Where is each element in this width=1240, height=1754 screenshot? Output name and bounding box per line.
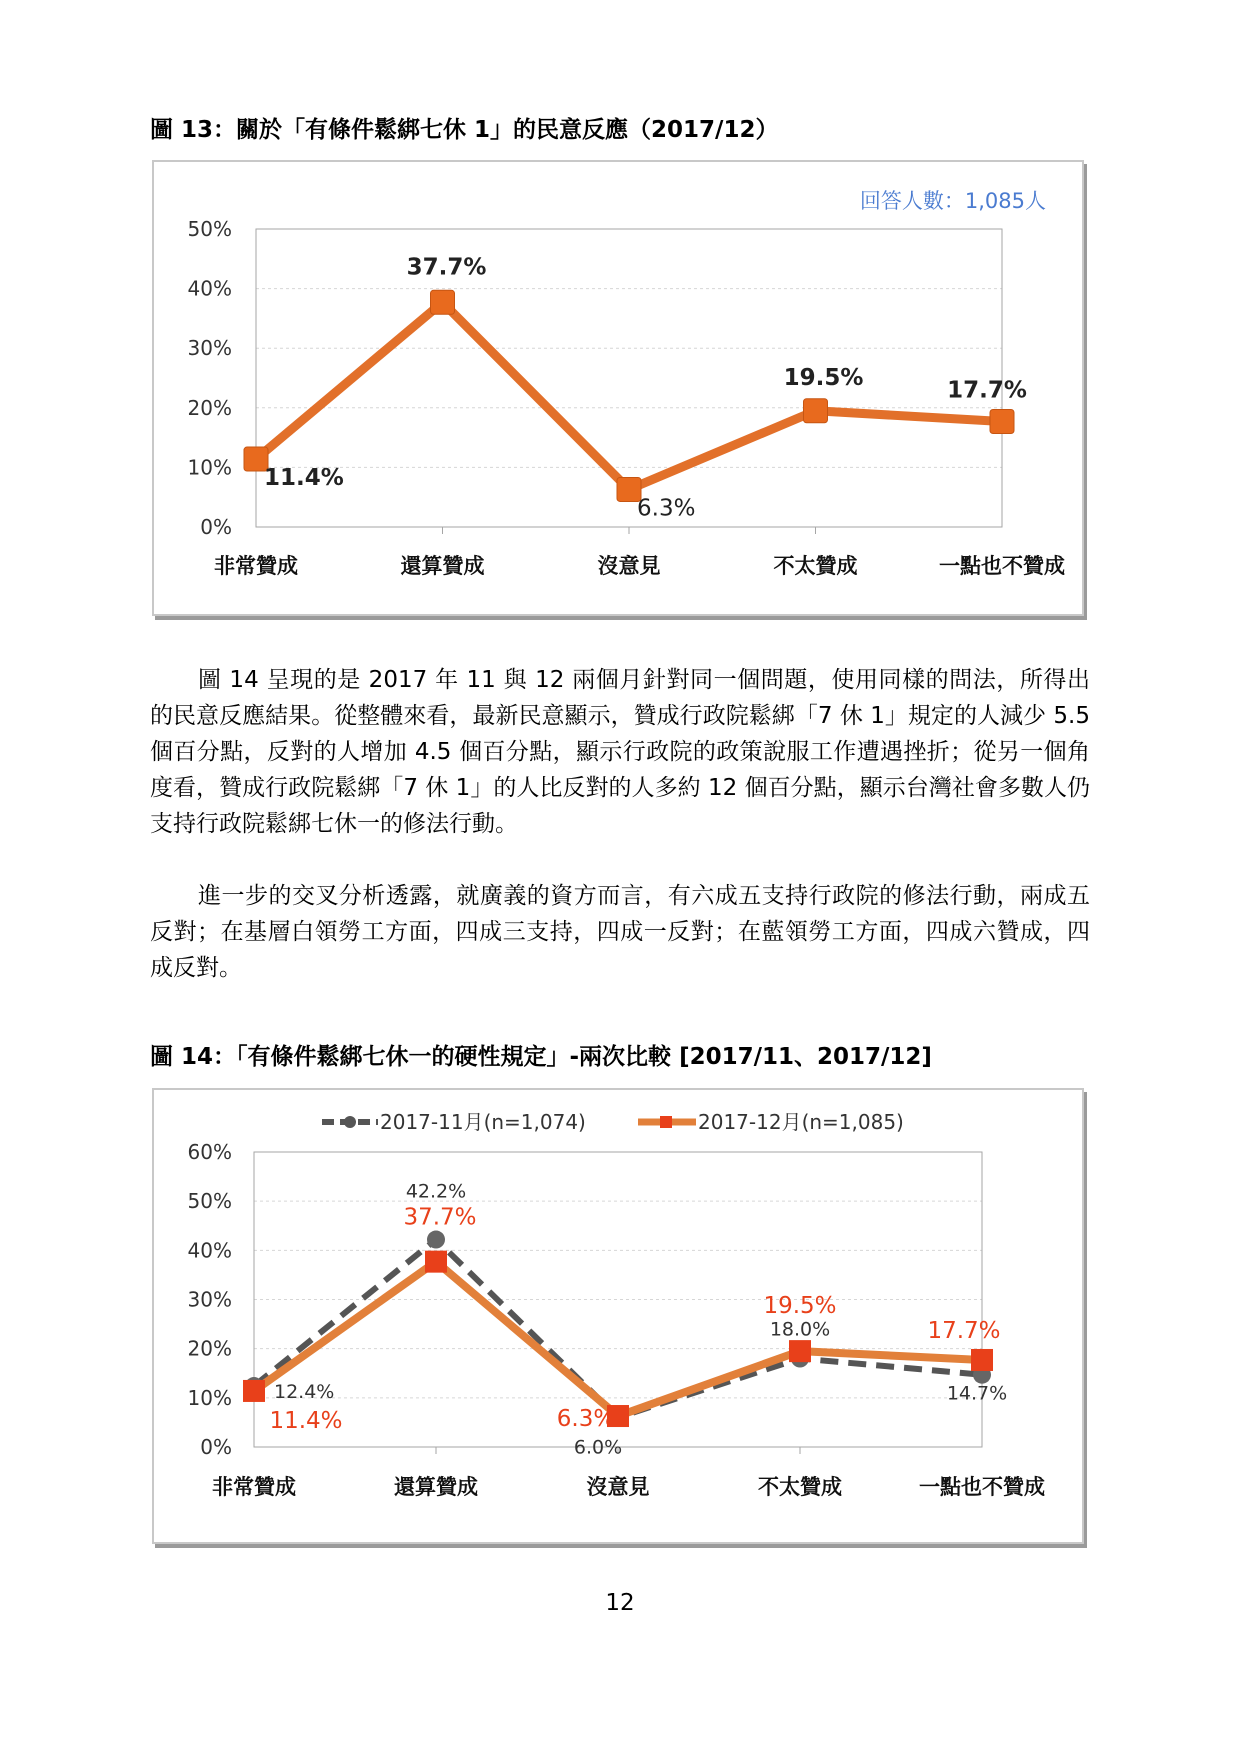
legend-label-dec: 2017-12月(n=1,085)	[698, 1110, 904, 1134]
y-tick-label: 10%	[187, 1385, 232, 1410]
data-label-nov: 42.2%	[405, 1180, 467, 1203]
data-label-nov: 14.7%	[946, 1382, 1008, 1405]
data-point	[804, 399, 828, 423]
x-tick-label: 非常贊成	[212, 1475, 296, 1499]
series-line-dec	[254, 1262, 982, 1416]
data-label-dec: 37.7%	[403, 1204, 477, 1231]
data-label-dec: 19.5%	[763, 1293, 837, 1320]
data-label-nov: 18.0%	[769, 1318, 831, 1341]
x-tick-label: 不太贊成	[773, 554, 858, 578]
figure-13-caption: 圖 13：關於「有條件鬆綁七休 1」的民意反應（2017/12）	[150, 117, 779, 143]
x-tick-label: 一點也不贊成	[919, 1475, 1045, 1499]
series-line	[256, 302, 1002, 492]
data-label: 37.7%	[406, 254, 487, 281]
x-tick-label: 還算贊成	[394, 1475, 478, 1499]
y-tick-label: 0%	[200, 515, 232, 539]
data-label-nov: 6.0%	[573, 1436, 623, 1459]
x-tick-label: 不太贊成	[758, 1475, 842, 1499]
y-tick-label: 30%	[187, 336, 232, 361]
y-tick-label: 50%	[187, 217, 232, 241]
chart-14-svg	[154, 1090, 1082, 1542]
data-point-dec	[425, 1251, 447, 1273]
data-point	[990, 410, 1014, 434]
respondents-label: 回答人數：1,085人	[859, 189, 1046, 213]
legend-label-nov: 2017-11月(n=1,074)	[380, 1110, 586, 1134]
figure-14-caption: 圖 14：「有條件鬆綁七休一的硬性規定」-兩次比較 [2017/11、2017/12]	[150, 1044, 932, 1070]
x-tick-label: 還算贊成	[400, 554, 485, 578]
figure-14-chart	[152, 1088, 1084, 1544]
y-tick-label: 10%	[187, 455, 232, 480]
y-tick-label: 60%	[187, 1140, 232, 1164]
paragraph-1: 圖 14 呈現的是 2017 年 11 與 12 兩個月針對同一個問題，使用同樣的問法，所得出的民意反應結果。從整體來看，最新民意顯示，贊成行政院鬆綁「7 休 1」規定的人減少 5.5 個百分點，反對的人增加 4.5 個百分點，顯示行政院的政策說服工作遭遇挫折；從另一個角度看，贊成行政院鬆綁「7 休 1」的人比反對的人多約 12 個百分點，顯示台灣社會多數人仍支持行政院鬆綁七休一的修法行動。	[150, 667, 1090, 837]
x-tick-label: 沒意見	[586, 1475, 650, 1499]
paragraph-2: 進一步的交叉分析透露，就廣義的資方而言，有六成五支持行政院的修法行動，兩成五反對；在基層白領勞工方面，四成三支持，四成一反對；在藍領勞工方面，四成六贊成，四成反對。	[150, 883, 1090, 981]
x-tick-label: 非常贊成	[214, 554, 298, 578]
y-tick-label: 20%	[187, 1336, 232, 1361]
body-text	[150, 662, 1090, 986]
y-tick-label: 40%	[187, 1238, 232, 1263]
data-point-dec	[789, 1340, 811, 1362]
x-tick-label: 沒意見	[597, 554, 661, 578]
chart-13-svg	[154, 162, 1082, 614]
data-label: 11.4%	[264, 465, 344, 492]
data-label-nov: 12.4%	[274, 1381, 335, 1404]
y-tick-label: 30%	[187, 1287, 232, 1312]
data-label-dec: 17.7%	[927, 1317, 1001, 1344]
data-point-dec	[243, 1380, 265, 1402]
y-tick-label: 20%	[187, 395, 232, 420]
legend-marker-nov	[344, 1116, 356, 1128]
legend-marker-dec	[660, 1116, 672, 1128]
data-point	[431, 290, 455, 314]
data-point-nov	[427, 1231, 445, 1249]
y-tick-label: 0%	[200, 1435, 232, 1459]
data-label-dec: 6.3%	[556, 1406, 616, 1433]
page-number: 12	[605, 1590, 635, 1616]
data-label: 19.5%	[783, 364, 864, 391]
y-tick-label: 50%	[187, 1189, 232, 1214]
data-point-dec	[971, 1349, 993, 1371]
x-tick-label: 一點也不贊成	[939, 554, 1065, 578]
y-tick-label: 40%	[187, 276, 232, 301]
data-label: 6.3%	[637, 495, 696, 522]
data-label-dec: 11.4%	[269, 1407, 343, 1434]
figure-13-chart	[152, 160, 1084, 616]
series-line-nov	[254, 1240, 982, 1418]
data-label: 17.7%	[947, 377, 1027, 404]
